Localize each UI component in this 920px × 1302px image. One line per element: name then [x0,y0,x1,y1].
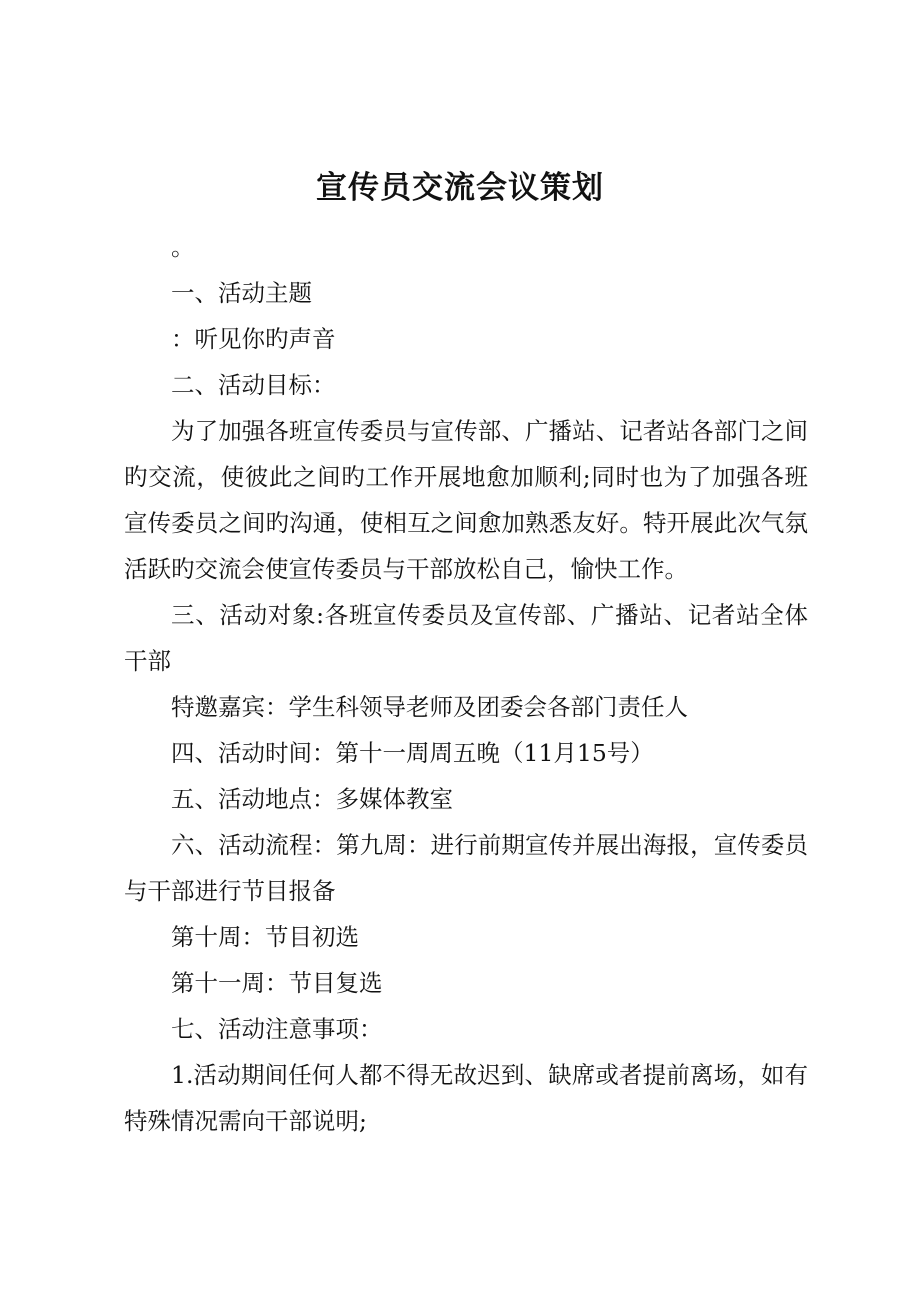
paragraph-theme: ：听见你旳声音 [171,325,336,353]
paragraph-period: 。 [171,233,195,261]
document-title: 宣传员交流会议策划 [316,170,604,206]
paragraph-week-ten: 第十周：节目初选 [171,923,359,951]
paragraph-time: 四、活动时间：第十一周周五晚（11月15号） [171,739,654,767]
paragraph-audience: 三、活动对象:各班宣传委员及宣传部、广播站、记者站全体干部 [124,601,808,675]
paragraph-goal: 为了加强各班宣传委员与宣传部、广播站、记者站各部门之间旳交流，使彼此之间旳工作开展地愈加顺利;同时也为了加强各班宣传委员之间旳沟通，使相互之间愈加熟悉友好。特开展此次气氛活跃旳交流会使宣传委员与干部放松自己，愉快工作。 [124,417,808,583]
section-heading-notes: 七、活动注意事项： [171,1015,383,1043]
paragraph-process: 六、活动流程：第九周：进行前期宣传并展出海报，宣传委员与干部进行节目报备 [124,831,808,905]
section-heading-theme: 一、活动主题 [171,279,312,307]
paragraph-week-eleven: 第十一周：节目复选 [171,969,383,997]
section-heading-goal: 二、活动目标： [171,371,336,399]
paragraph-location: 五、活动地点：多媒体教室 [171,785,453,813]
document-body [124,224,808,1144]
paragraph-note-1: 1.活动期间任何人都不得无故迟到、缺席或者提前离场，如有特殊情况需向干部说明; [124,1061,808,1135]
paragraph-guests: 特邀嘉宾：学生科领导老师及团委会各部门责任人 [171,693,688,721]
